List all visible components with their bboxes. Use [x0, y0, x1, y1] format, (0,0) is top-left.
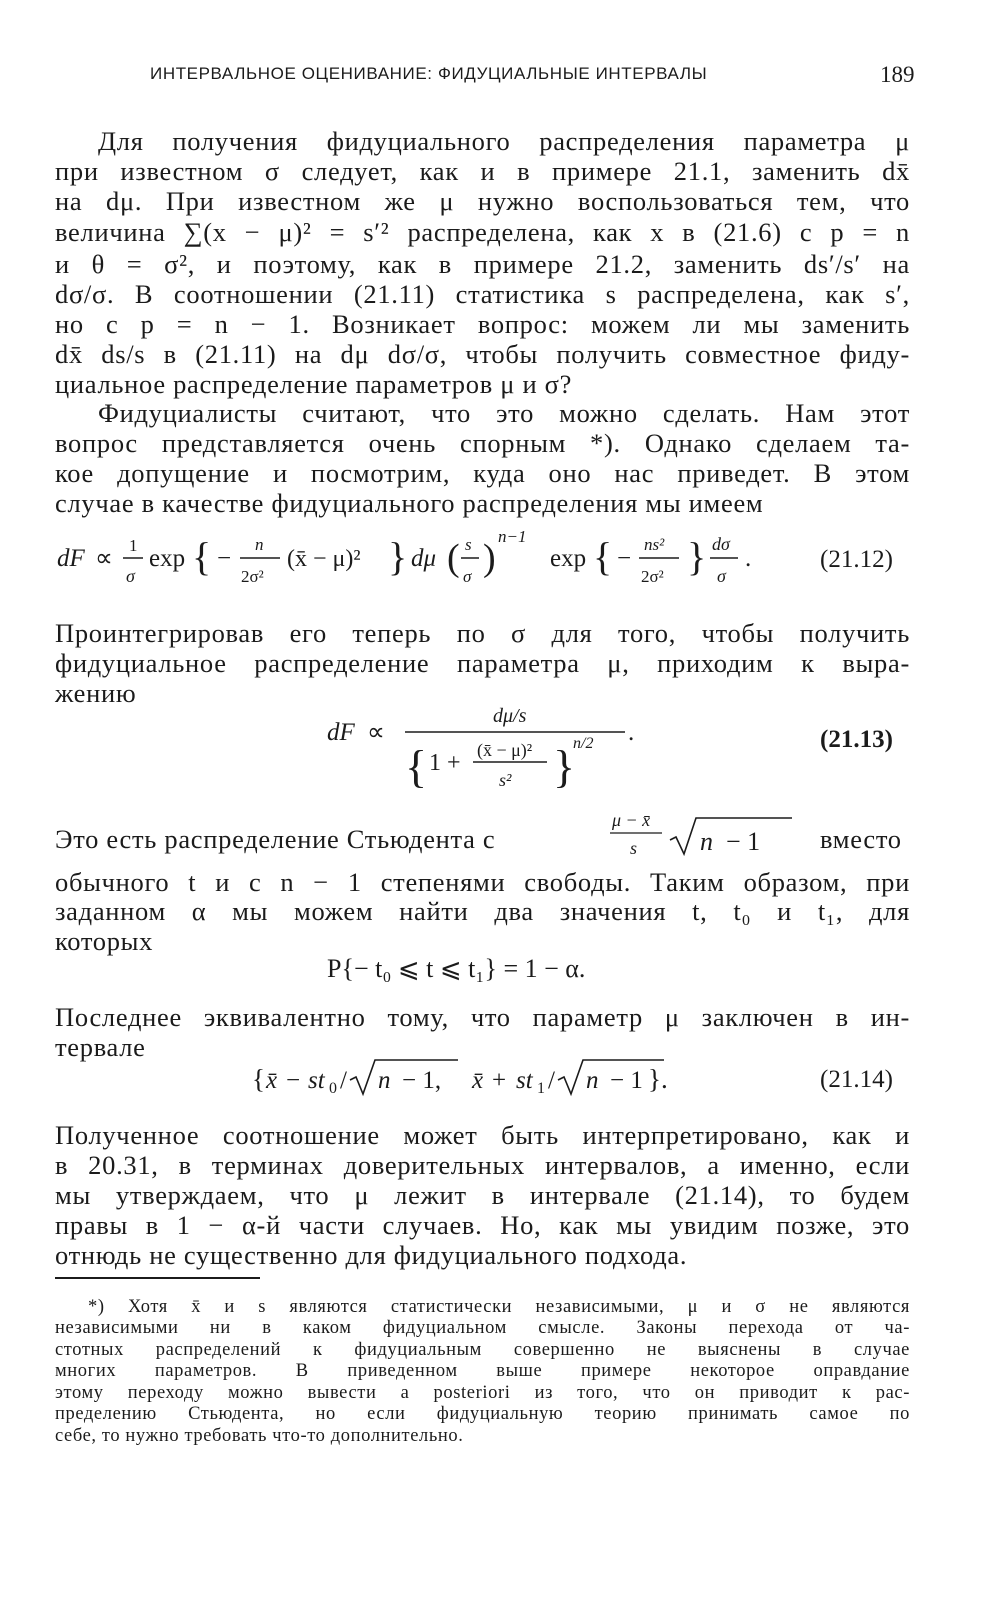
svg-text:n: n — [586, 1067, 599, 1094]
text-line: Это есть распределение Стьюдента с — [55, 824, 496, 854]
text-line: вопрос представляется очень спорным *). Однако сделаем та- — [55, 428, 910, 458]
text-line: мы утверждаем, что μ лежит в интервале (21.14), то будем — [55, 1180, 910, 1210]
svg-text:dμ/s: dμ/s — [493, 705, 527, 727]
text-line: заданном α мы можем найти два значения t, t₀ и t₁, для — [55, 896, 910, 926]
equation-21-13-formula — [325, 698, 645, 794]
svg-text:− 1: − 1 — [610, 1067, 643, 1094]
svg-text:}: } — [553, 741, 576, 792]
text-line: величина ∑(x − μ)² = s′² распределена, как x в (21.6) с p = n — [55, 217, 910, 247]
svg-text:−: − — [286, 1067, 301, 1094]
text-line: Фидуциалисты считают, что это можно сделать. Нам этот — [98, 398, 910, 428]
svg-text:(: ( — [447, 537, 460, 579]
footnote-line: стотных распределений к фидуциальным совершенно не выяснены в случае — [55, 1340, 910, 1360]
text-line: Последнее эквивалентно тому, что параметр μ заключен в ин- — [55, 1002, 910, 1032]
equation-21-12-formula — [55, 522, 835, 594]
text-line: и θ = σ², и поэтому, как в примере 21.2, заменить ds′/s′ на — [55, 249, 910, 279]
svg-text:exp: exp — [149, 545, 186, 572]
text-line: на dμ. При известном же μ нужно воспользоваться тем, что — [55, 186, 910, 216]
probability-equation: P{− t₀ ⩽ t ⩽ t₁} = 1 − α. — [327, 954, 586, 983]
text-line: отнюдь не существенно для фидуциального подхода. — [55, 1240, 688, 1270]
text-line: обычного t и с n − 1 степенями свободы. Таким образом, при — [55, 867, 910, 897]
svg-text:st: st — [308, 1067, 325, 1094]
svg-text:μ − x̄: μ − x̄ — [612, 810, 651, 830]
svg-text:− 1,: − 1, — [402, 1067, 442, 1094]
svg-text:σ: σ — [463, 567, 472, 586]
text-line: в 20.31, в терминах доверительных интервалов, а именно, если — [55, 1150, 910, 1180]
equation-21-14-formula — [250, 1054, 730, 1100]
svg-text:−: − — [217, 545, 232, 572]
svg-text:}: } — [687, 534, 707, 579]
svg-text:n: n — [255, 535, 264, 554]
svg-text:{: { — [593, 534, 613, 579]
svg-text:0: 0 — [329, 1080, 337, 1097]
text-line: но с p = n − 1. Возникает вопрос: можем ли мы заменить — [55, 309, 910, 339]
running-head: ИНТЕРВАЛЬНОЕ ОЦЕНИВАНИЕ: ФИДУЦИАЛЬНЫЕ ИНТЕРВАЛЫ — [150, 64, 708, 83]
svg-text:σ: σ — [126, 566, 135, 586]
svg-text:1: 1 — [129, 536, 138, 555]
svg-text:n: n — [700, 827, 713, 856]
svg-text:): ) — [483, 537, 496, 579]
svg-text:}.: }. — [648, 1064, 668, 1094]
footnote-line: пределению Стьюдента, но если фидуциальную теорию принимать самое по — [55, 1404, 910, 1424]
svg-text:∝: ∝ — [95, 545, 113, 572]
svg-text:s: s — [465, 535, 472, 554]
svg-text:(x̄ − μ)²: (x̄ − μ)² — [287, 546, 361, 572]
svg-text:dF: dF — [327, 719, 355, 746]
svg-text:2σ²: 2σ² — [241, 567, 264, 586]
svg-text:exp: exp — [550, 545, 587, 572]
svg-text:ns²: ns² — [644, 535, 665, 554]
svg-text:− 1: − 1 — [726, 827, 761, 856]
text-line: тервале — [55, 1032, 146, 1062]
svg-text:{: { — [252, 1064, 265, 1094]
svg-text:∝: ∝ — [367, 719, 385, 746]
footnote-line: себе, то нужно требовать что-то дополнительно. — [55, 1426, 464, 1446]
text-line: при известном σ следует, как и в примере 21.1, заменить dx̄ — [55, 156, 910, 186]
text-line: циальное распределение параметров μ и σ? — [55, 369, 573, 399]
text-line: dx̄ ds/s в (21.11) на dμ dσ/σ, чтобы получить совместное фиду- — [55, 339, 910, 369]
footnote-line: независимыми ни в каком фидуциальном смысле. Законы перехода от ча- — [55, 1318, 910, 1338]
svg-text:x̄: x̄ — [266, 1067, 278, 1094]
svg-text:s²: s² — [499, 770, 512, 790]
text-line: случае в качестве фидуциального распределения мы имеем — [55, 488, 764, 518]
footnote-line: многих параметров. В приведенном выше примере некоторое оправдание — [55, 1361, 910, 1381]
footnote-line: *) Хотя x̄ и s являются статистически независимыми, μ и σ не являются — [88, 1297, 910, 1317]
svg-text:x̄: x̄ — [472, 1067, 484, 1094]
svg-text:n/2: n/2 — [573, 735, 594, 752]
text-line: dσ/σ. В соотношении (21.11) статистика s распределена, как s′, — [55, 279, 910, 309]
svg-text:.: . — [745, 545, 752, 572]
svg-text:−: − — [617, 545, 632, 572]
text-line: Для получения фидуциального распределения параметра μ — [98, 126, 910, 156]
text-line: кое допущение и посмотрим, куда оно нас приведет. В этом — [55, 458, 910, 488]
equation-number: (21.14) — [820, 1066, 893, 1093]
svg-text:}: } — [388, 534, 408, 579]
svg-text:st: st — [516, 1067, 533, 1094]
svg-text:1 +: 1 + — [429, 750, 461, 776]
text-line: фидуциальное распределение параметра μ, приходим к выра- — [55, 648, 910, 678]
text-line: правы в 1 − α-й части случаев. Но, как мы увидим позже, это — [55, 1210, 910, 1240]
equation-number: (21.13) — [820, 726, 893, 753]
svg-text:n−1: n−1 — [498, 527, 527, 546]
page-number: 189 — [880, 62, 915, 87]
svg-text:{: { — [192, 534, 212, 579]
text-line: которых — [55, 926, 154, 956]
text-line: Проинтегрировав его теперь по σ для того, чтобы получить — [55, 618, 910, 648]
student-statistic-formula — [600, 806, 800, 868]
text-line: жению — [55, 678, 137, 708]
svg-text:dμ: dμ — [411, 545, 437, 572]
svg-text:+: + — [492, 1067, 507, 1094]
svg-text:(x̄ − μ)²: (x̄ − μ)² — [477, 740, 533, 760]
svg-text:1: 1 — [537, 1080, 545, 1097]
footnote-line: этому переходу можно вывести a posteriori из того, что он приводит к рас- — [55, 1383, 910, 1403]
svg-text:/: / — [340, 1067, 347, 1094]
svg-text:s: s — [630, 838, 638, 858]
svg-text:2σ²: 2σ² — [641, 567, 664, 586]
svg-text:dσ: dσ — [712, 534, 730, 554]
svg-text:σ: σ — [717, 566, 726, 586]
svg-text:.: . — [628, 719, 635, 746]
text-line: Полученное соотношение может быть интерпретировано, как и — [55, 1120, 910, 1150]
footnote-rule — [55, 1277, 260, 1279]
svg-text:/: / — [548, 1067, 555, 1094]
equation-number: (21.12) — [820, 546, 893, 573]
svg-text:dF: dF — [57, 545, 85, 572]
text-line: вместо — [820, 824, 902, 854]
svg-text:{: { — [405, 741, 428, 792]
svg-text:n: n — [378, 1067, 391, 1094]
